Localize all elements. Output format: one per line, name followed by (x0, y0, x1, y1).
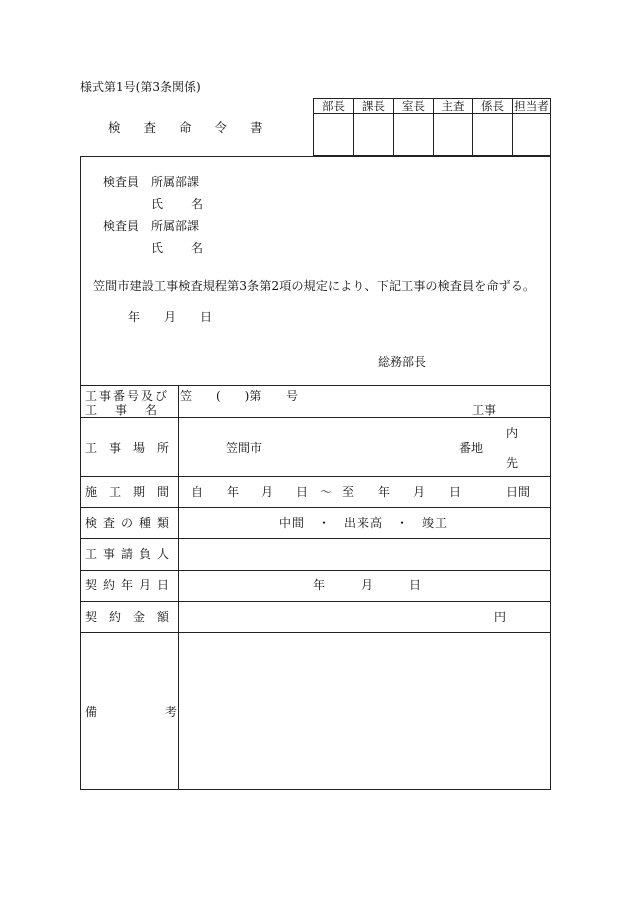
dept-label-1: 所属部課 (151, 175, 200, 189)
contract-date-day: 日 (409, 578, 422, 592)
inspection-type-options: 中間 ・ 出来高 ・ 竣工 (279, 516, 449, 530)
approval-header: 室長 (394, 99, 433, 114)
row-divider (81, 601, 550, 602)
location-saki: 先 (506, 456, 519, 470)
inspection-type-label: 検査の種類 (85, 516, 176, 530)
approval-col-kacho[interactable] (353, 99, 393, 155)
period-from-month: 月 (261, 485, 274, 499)
approval-header: 係長 (473, 99, 512, 114)
contract-amount-yen: 円 (494, 610, 507, 624)
issue-date-year: 年 (128, 310, 141, 324)
row-divider (81, 570, 550, 571)
period-days: 日間 (506, 485, 531, 499)
dept-label-2: 所属部課 (151, 219, 200, 233)
construction-number-suffix: 号 (286, 389, 299, 403)
form-number: 様式第1号(第3条関係) (80, 80, 201, 94)
contractor-label: 工事請負人 (85, 547, 176, 561)
period-to-month: 月 (413, 485, 426, 499)
inspector-label-2: 検査員 (103, 219, 140, 233)
period-to-day: 日 (449, 485, 462, 499)
location-label: 工事場所 (85, 441, 182, 455)
location-banchi: 番地 (459, 441, 484, 455)
construction-number-prefix: 笠 (180, 389, 193, 403)
approval-col-shusa[interactable] (433, 99, 472, 155)
row-divider (81, 507, 550, 508)
approval-col-shitsucho[interactable] (393, 99, 433, 155)
period-to-year: 年 (378, 485, 391, 499)
period-tilde: 〜 (320, 485, 333, 499)
approval-col-bucho[interactable] (314, 99, 353, 155)
approval-stamp-table (313, 98, 551, 156)
row-divider (81, 417, 550, 418)
location-uchi: 内 (506, 426, 519, 440)
row-divider (81, 476, 550, 477)
construction-number-label: 工事番号及び (85, 389, 170, 403)
inspector-label-1: 検査員 (103, 175, 140, 189)
name-label-2: 氏 名 (151, 241, 212, 255)
period-label: 施工期間 (85, 485, 182, 499)
name-label-1: 氏 名 (151, 197, 212, 211)
row-divider (81, 538, 550, 539)
issue-date-month: 月 (164, 310, 177, 324)
approval-col-kakaricho[interactable] (472, 99, 512, 155)
remarks-label-left: 備 (85, 705, 98, 719)
construction-name-label: 工 事 名 (85, 403, 161, 417)
issuer-title: 総務部長 (378, 355, 427, 369)
document-title: 検査命令書 (108, 120, 286, 135)
remarks-field[interactable] (179, 633, 550, 789)
remarks-label-right: 考 (165, 705, 178, 719)
contract-date-label: 契約年月日 (85, 578, 176, 592)
construction-number-paren: ( )第 (216, 389, 262, 403)
contract-amount-label: 契約金額 (85, 610, 182, 624)
inspection-order-form (80, 156, 551, 790)
approval-header: 課長 (354, 99, 393, 114)
period-from-year: 年 (227, 485, 240, 499)
period-from: 自 (191, 485, 204, 499)
period-from-day: 日 (296, 485, 309, 499)
location-city: 笠間市 (226, 441, 263, 455)
construction-kouji: 工事 (472, 403, 497, 417)
approval-header: 部長 (314, 99, 353, 114)
order-statement: 笠間市建設工事検査規程第3条第2項の規定により、下記工事の検査員を命ずる。 (93, 279, 536, 293)
approval-header: 担当者 (514, 99, 549, 113)
approval-col-tantosha[interactable] (512, 99, 550, 155)
contract-date-month: 月 (361, 578, 374, 592)
issue-date-day: 日 (200, 310, 213, 324)
period-to: 至 (342, 485, 355, 499)
row-divider (81, 385, 550, 386)
contract-date-year: 年 (313, 578, 326, 592)
approval-header: 主査 (434, 99, 472, 114)
